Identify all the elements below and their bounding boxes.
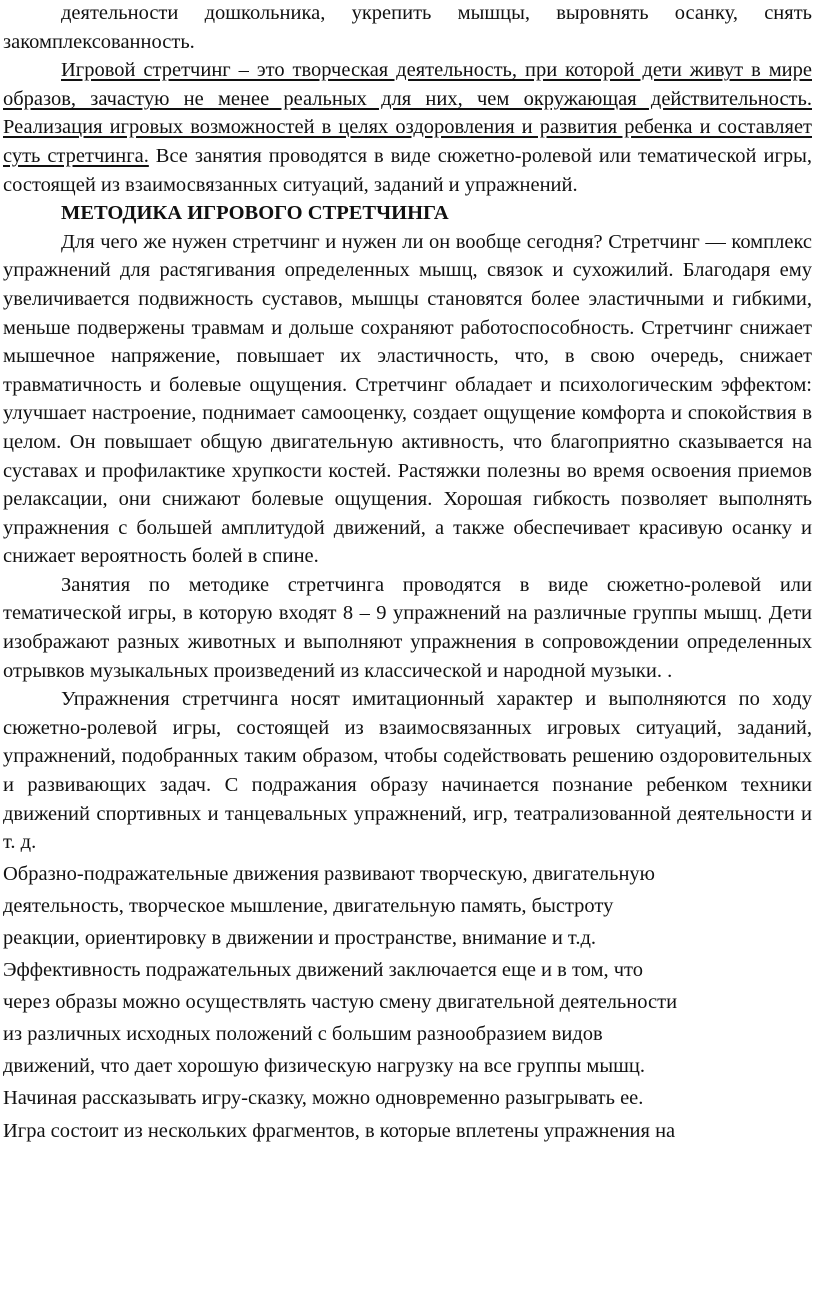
text-line: реакции, ориентировку в движении и пространстве, внимание и т.д. bbox=[3, 927, 597, 949]
text-line: Игра состоит из нескольких фрагментов, в которые вплетены упражнения на bbox=[3, 1119, 676, 1142]
text-line: движений, что дает хорошую физическую нагрузку на все группы мышц. bbox=[3, 1055, 645, 1078]
section-heading: МЕТОДИКА ИГРОВОГО СТРЕТЧИНГА bbox=[61, 202, 449, 225]
paragraph-exercises: Упражнения стретчинга носят имитационный характер и выполняются по ходу сюжетно-ролевой игры, состоящей из взаимосвязанных игровых ситуаций, заданий, упражнений, подобранных таким образом, чтобы содействовать решению оздоровительных и развивающих задач. С подражания образу начинается познание ребенком техники движений спортивных и танцевальных упражнений, игр, театрализованной деятельности и т. д. bbox=[3, 688, 812, 854]
paragraph-why-stretching: Для чего же нужен стретчинг и нужен ли он вообще сегодня? Стретчинг — комплекс упражнений для растягивания определенных мышц, связок и сухожилий. Благодаря ему увеличивается подвижность суставов, мышцы становятся более эластичными и гибкими, меньше подвержены травмам и дольше сохраняют работоспособность. Стретчинг снижает мышечное напряжение, повышает их эластичность, что, в свою очередь, снижает травматичность и болевые ощущения. Стретчинг обладает и психологическим эффектом: улучшает настроение, поднимает самооценку, создает ощущение комфорта и спокойствия в целом. Он повышает общую двигательную активность, что благоприятно сказывается на суставах и профилактике хрупкости костей. Растяжки полезны во время освоения приемов релаксации, они снижают болевые ощущения. Хорошая гибкость позволяет выполнять упражнения с большей амплитудой движений, а также обеспечивает красивую осанку и снижает вероятность болей в спине. bbox=[3, 230, 812, 568]
paragraph-imitative-movements bbox=[3, 858, 812, 1147]
text-line: деятельность, творческое мышление, двигательную память, быстроту bbox=[3, 894, 614, 917]
text-line: Эффективность подражательных движений заключается еще и в том, что bbox=[3, 959, 643, 982]
text-line: через образы можно осуществлять частую смену двигательной деятельности bbox=[3, 991, 678, 1014]
text-line: из различных исходных положений с большим разнообразием видов bbox=[3, 1023, 603, 1046]
game-stretching-rest: Все занятия проводятся в виде сюжетно-ролевой или тематической игры, состоящей из взаимосвязанных ситуаций, заданий и упражнений. bbox=[3, 144, 813, 196]
game-stretching-definition: Игровой стретчинг – это творческая деятельность, при которой дети живут в мире образов, зачастую не менее реальных для них, чем окружающая действительность. Реализация игровых возможностей в целях оздоровления и развития ребенка и составляет суть стретчинга. bbox=[3, 59, 812, 167]
paragraph-intro-end bbox=[3, 0, 812, 56]
paragraph-lessons: Занятия по методике стретчинга проводятся в виде сюжетно-ролевой или тематической игры, в которую входят 8 – 9 упражнений на различные группы мышц. Дети изображают разных животных и выполняют упражнения в сопровождении определенных отрывков музыкальных произведений из классической и народной музыки. . bbox=[3, 573, 812, 682]
paragraph-intro-end-text: деятельности дошкольника, укрепить мышцы, выровнять осанку, снять закомплексованность. bbox=[3, 2, 812, 53]
text-line: Образно-подражательные движения развивают творческую, двигательную bbox=[3, 862, 655, 885]
paragraph-game-stretching bbox=[3, 56, 812, 199]
text-line: Начиная рассказывать игру-сказку, можно одновременно разыгрывать ее. bbox=[3, 1087, 644, 1110]
